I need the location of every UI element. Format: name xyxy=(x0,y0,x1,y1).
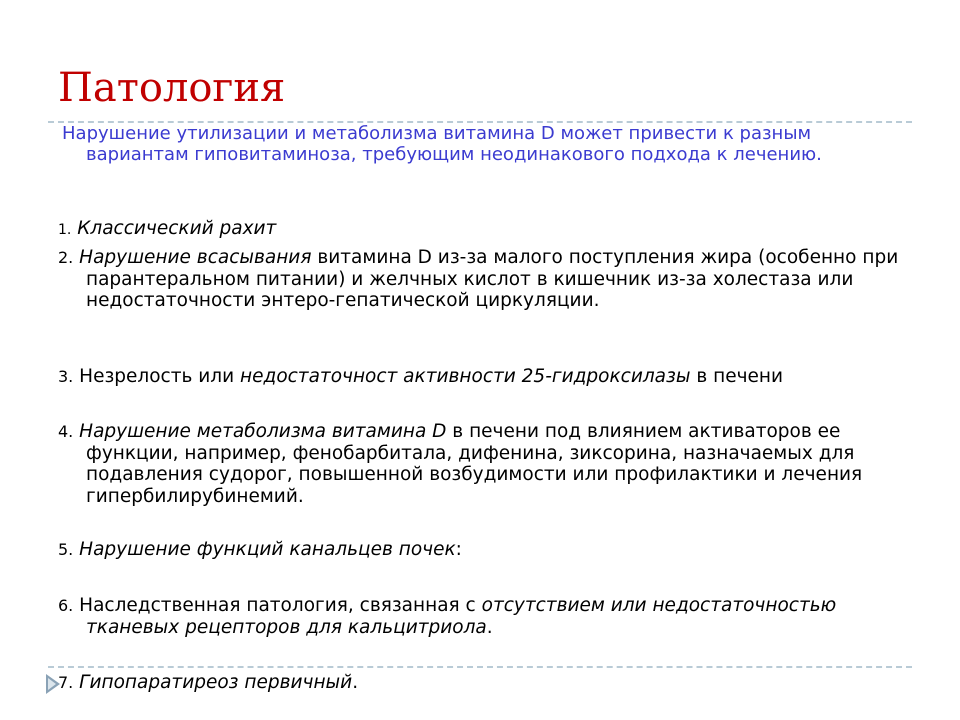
item-number: 7. xyxy=(58,673,74,692)
item-number: 5. xyxy=(58,540,74,559)
item-italic: Нарушение метаболизма витамина D xyxy=(79,421,447,442)
list-item-5 xyxy=(58,539,926,561)
bottom-divider xyxy=(48,666,912,668)
item-italic: Нарушение функций канальцев почек xyxy=(79,539,456,560)
list-item-7 xyxy=(58,672,926,694)
item-number: 3. xyxy=(58,367,74,386)
item-italic: недостаточност активности 25-гидроксилазы xyxy=(240,366,691,387)
item-italic: Классический рахит xyxy=(77,218,277,239)
list-item-4 xyxy=(58,421,926,507)
item-text: . xyxy=(486,616,493,638)
item-number: 6. xyxy=(58,596,74,615)
list-item-6 xyxy=(58,595,926,638)
item-italic: Гипопаратиреоз первичный xyxy=(79,672,353,693)
item-text: витамина D из-за малого поступления жира (особенно при парантеральном питании) и желчных кислот в кишечник из-за холестаза или недостаточности энтеро-гепатической циркуляции. xyxy=(86,247,899,311)
list-item-2 xyxy=(58,247,926,312)
item-number: 1. xyxy=(58,222,72,238)
list-item-1 xyxy=(58,218,926,242)
item-text: в печени под влиянием активаторов ее функции, например, фенобарбитала, дифенина, зиксорина, назначаемых для подавления судорог, повышенной возбудимости или профилактики и лечения гипербилирубинемий. xyxy=(86,421,863,507)
item-text-lead: Незрелость или xyxy=(79,366,241,387)
slide-title: Патология xyxy=(58,65,286,111)
item-text: : xyxy=(455,539,462,560)
item-italic: отсутствием или недостаточностью тканевых рецепторов для кальцитриола xyxy=(86,595,837,638)
item-italic: Нарушение всасывания xyxy=(79,247,312,268)
item-number: 2. xyxy=(58,248,74,267)
item-text: . xyxy=(352,672,359,693)
intro-text: Нарушение утилизации и метаболизма витамина D может привести к разным вариантам гиповитаминоза, требующим неодинакового подхода к лечению. xyxy=(62,123,822,165)
item-number: 4. xyxy=(58,422,74,441)
item-text: в печени xyxy=(690,366,784,387)
list-item-3 xyxy=(58,366,926,388)
item-text-lead: Наследственная патология, связанная с xyxy=(79,595,482,616)
